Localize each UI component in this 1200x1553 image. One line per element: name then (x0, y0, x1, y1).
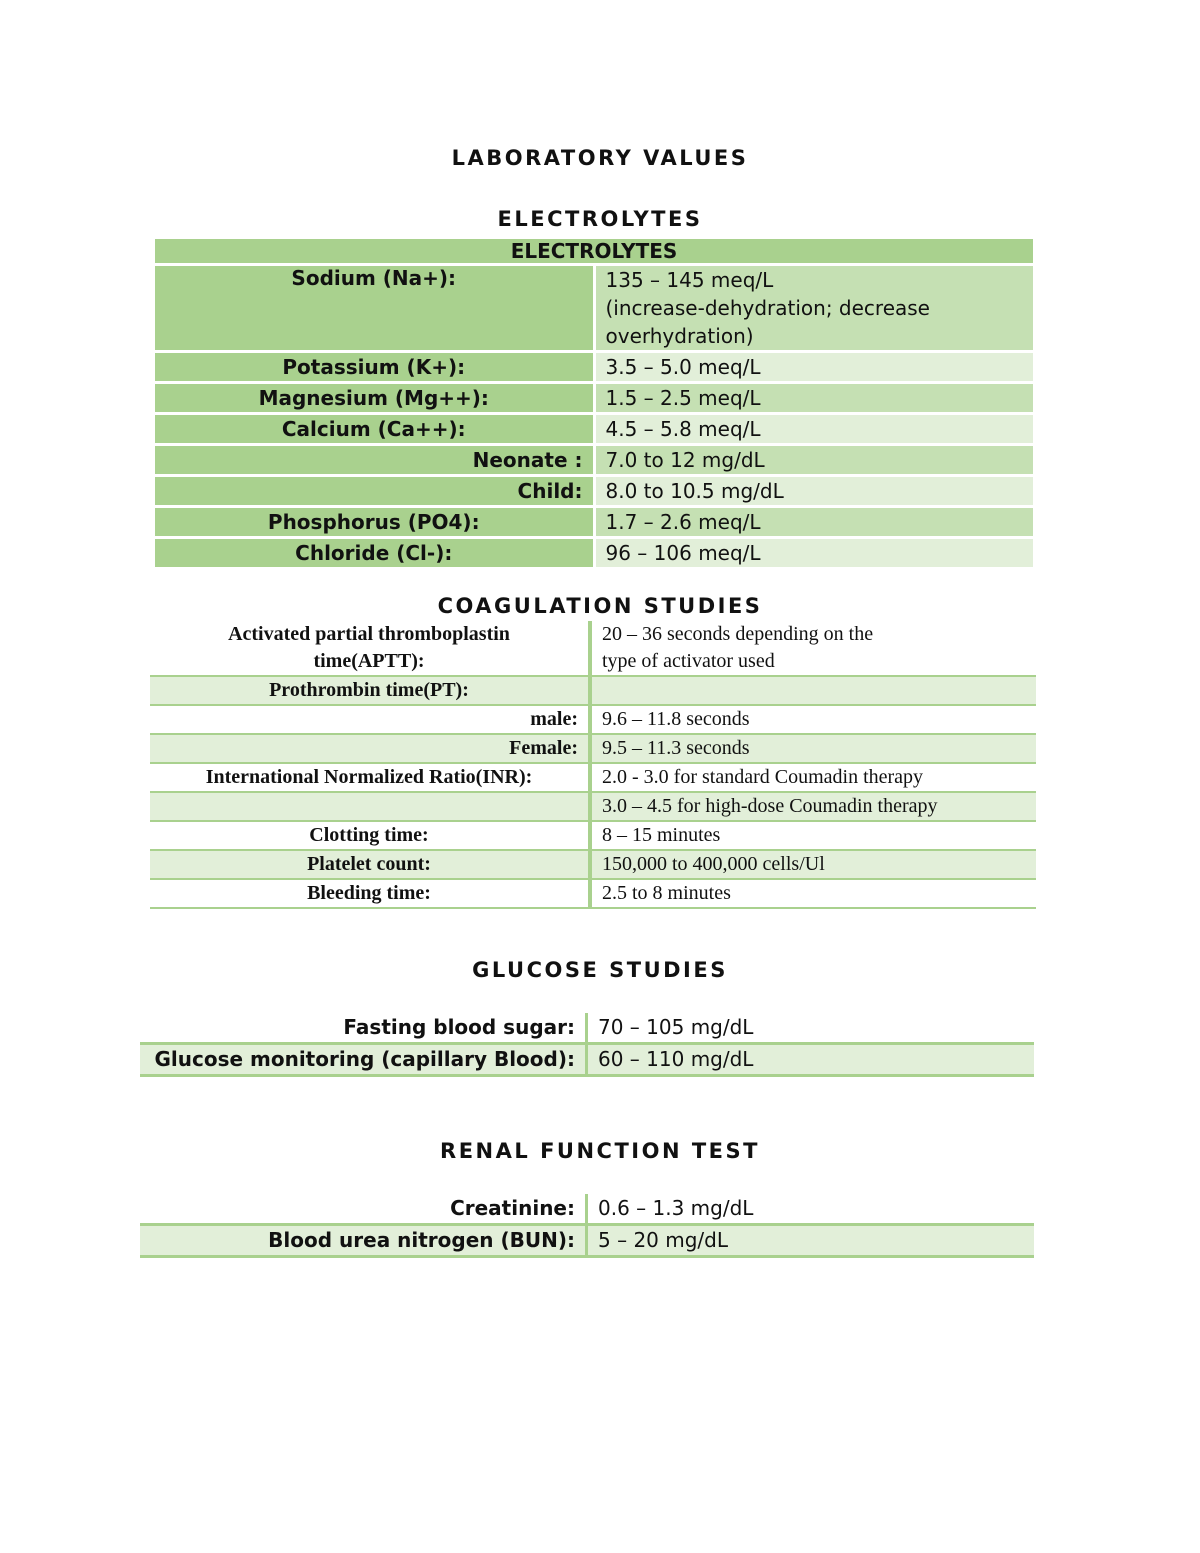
row-value: 150,000 to 400,000 cells/Ul (590, 850, 1036, 879)
row-label: Phosphorus (PO4): (154, 507, 595, 538)
table-row (154, 476, 1035, 507)
row-label: male: (150, 705, 590, 734)
section-title-coagulation: COAGULATION STUDIES (437, 594, 763, 618)
electrolytes-table (152, 236, 1036, 570)
row-label: Potassium (K+): (154, 352, 595, 383)
row-value: 3.5 – 5.0 meq/L (594, 352, 1035, 383)
renal-table (140, 1194, 1034, 1258)
table-row (154, 507, 1035, 538)
label-line: time(APTT): (313, 650, 425, 672)
row-label: Child: (154, 476, 595, 507)
table-row (150, 850, 1036, 879)
value-line: 135 – 145 meq/L (605, 268, 774, 292)
row-label (150, 792, 590, 821)
coagulation-table (150, 621, 1036, 909)
table-row (150, 705, 1036, 734)
row-value: 70 – 105 mg/dL (587, 1013, 1035, 1044)
section-title-renal: RENAL FUNCTION TEST (440, 1139, 760, 1163)
row-label: Chloride (Cl-): (154, 538, 595, 569)
row-value: 8.0 to 10.5 mg/dL (594, 476, 1035, 507)
row-value: 8 – 15 minutes (590, 821, 1036, 850)
row-value: 96 – 106 meq/L (594, 538, 1035, 569)
row-value (590, 621, 1036, 676)
table-row (140, 1013, 1034, 1044)
row-value: 0.6 – 1.3 mg/dL (587, 1194, 1035, 1225)
glucose-table (140, 1013, 1034, 1077)
row-label: Neonate : (154, 445, 595, 476)
row-label: Blood urea nitrogen (BUN): (140, 1225, 587, 1257)
row-value: 1.5 – 2.5 meq/L (594, 383, 1035, 414)
row-label: Magnesium (Mg++): (154, 383, 595, 414)
row-label: Sodium (Na+): (154, 265, 595, 352)
table-row (150, 621, 1036, 676)
row-value: 7.0 to 12 mg/dL (594, 445, 1035, 476)
table-row (150, 792, 1036, 821)
row-label: Calcium (Ca++): (154, 414, 595, 445)
section-title-electrolytes: ELECTROLYTES (497, 207, 703, 231)
table-row (154, 383, 1035, 414)
electrolytes-table-header: ELECTROLYTES (154, 238, 1035, 265)
row-value: 3.0 – 4.5 for high-dose Coumadin therapy (590, 792, 1036, 821)
row-label: Female: (150, 734, 590, 763)
row-value: 9.5 – 11.3 seconds (590, 734, 1036, 763)
row-value: 2.5 to 8 minutes (590, 879, 1036, 908)
row-value (594, 265, 1035, 352)
row-label: Fasting blood sugar: (140, 1013, 587, 1044)
table-row (140, 1225, 1034, 1257)
row-label (150, 621, 590, 676)
row-value: 2.0 - 3.0 for standard Coumadin therapy (590, 763, 1036, 792)
table-row (154, 445, 1035, 476)
table-row (154, 538, 1035, 569)
table-row (140, 1194, 1034, 1225)
value-line: (increase-dehydration; decrease (605, 296, 930, 320)
table-row (140, 1044, 1034, 1076)
row-value: 1.7 – 2.6 meq/L (594, 507, 1035, 538)
table-row (150, 763, 1036, 792)
table-row (150, 821, 1036, 850)
table-row (150, 734, 1036, 763)
table-row (154, 352, 1035, 383)
table-row (150, 879, 1036, 908)
row-label: Platelet count: (150, 850, 590, 879)
row-value: 5 – 20 mg/dL (587, 1225, 1035, 1257)
row-label: Bleeding time: (150, 879, 590, 908)
row-label: Glucose monitoring (capillary Blood): (140, 1044, 587, 1076)
table-row (154, 414, 1035, 445)
table-row (150, 676, 1036, 705)
value-line: 20 – 36 seconds depending on the (602, 623, 874, 645)
value-line: type of activator used (602, 650, 775, 672)
row-label: Creatinine: (140, 1194, 587, 1225)
row-value (590, 676, 1036, 705)
page-title: LABORATORY VALUES (451, 146, 749, 170)
row-label: Prothrombin time(PT): (150, 676, 590, 705)
value-line: overhydration) (605, 324, 754, 348)
row-value: 9.6 – 11.8 seconds (590, 705, 1036, 734)
row-value: 60 – 110 mg/dL (587, 1044, 1035, 1076)
row-label: International Normalized Ratio(INR): (150, 763, 590, 792)
section-title-glucose: GLUCOSE STUDIES (472, 958, 728, 982)
row-value: 4.5 – 5.8 meq/L (594, 414, 1035, 445)
label-line: Activated partial thromboplastin (228, 623, 510, 645)
table-row (154, 265, 1035, 352)
row-label: Clotting time: (150, 821, 590, 850)
